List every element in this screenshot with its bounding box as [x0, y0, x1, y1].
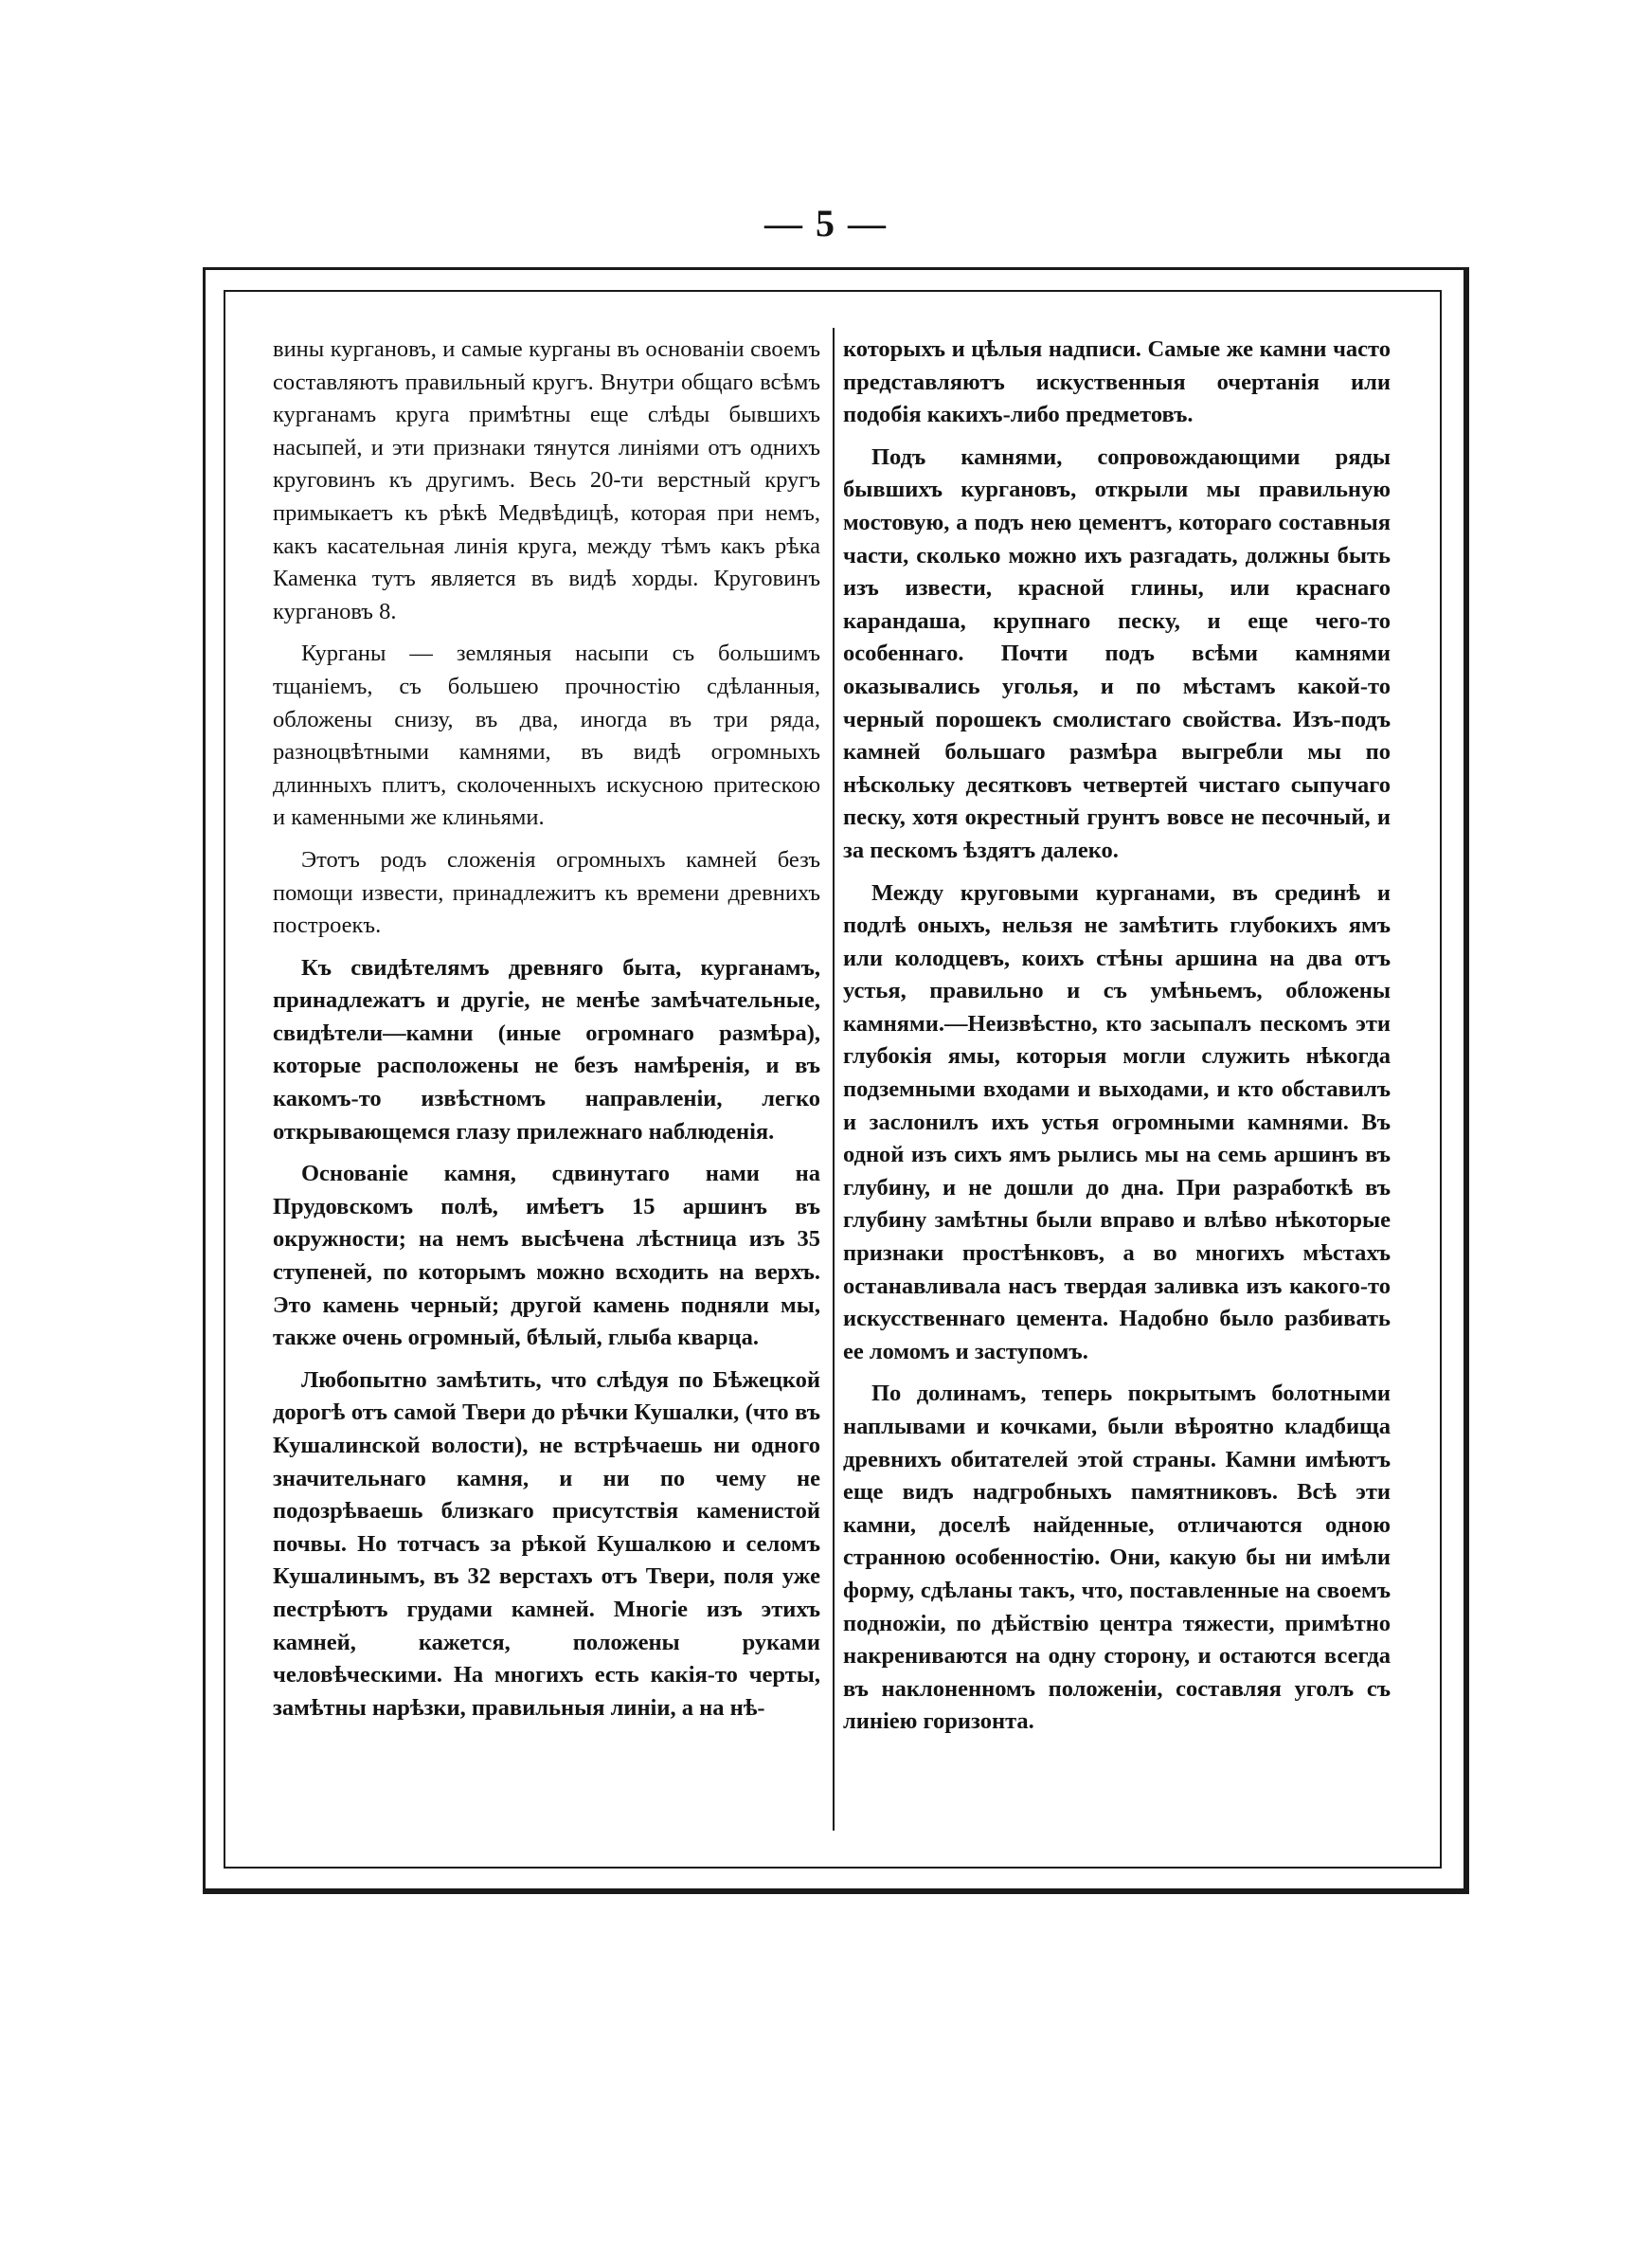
paragraph: Подъ камнями, сопровождающими ряды бывшихъ кургановъ, открыли мы правильную мостовую, а подъ нею цементъ, котораго составныя части, сколько можно ихъ разгадать, должны быть изъ извести, красной глины, или краснаго карандаша, крупнаго песку, и еще чего-то особеннаго. Почти подъ всѣми камнями оказывались уголья, и по мѣстамъ какой-то черный порошекъ смолистаго свойства. Изъ-подъ камней большаго размѣра выгребли мы по нѣскольку десятковъ четвертей чистаго сыпучаго песку, хотя окрестный грунтъ вовсе не песочный, и за пескомъ ѣздятъ далеко. — [843, 443, 1391, 863]
paragraph: вины кургановъ, и самые курганы въ основаніи своемъ составляютъ правильный кругъ. Внутри общаго всѣмъ курганамъ круга примѣтны еще слѣды бывшихъ насыпей, и эти признаки тянутся линіями отъ однихъ круговинъ къ другимъ. Весь 20-ти верстный кругъ примыкаетъ къ рѣкѣ Медвѣдицѣ, которая при немъ, какъ касательная линія круга, между тѣмъ какъ рѣка Каменка тутъ является въ видѣ хорды. Круговинъ кургановъ 8. — [273, 336, 820, 624]
paragraph: Этотъ родъ сложенія огромныхъ камней безъ помощи извести, принадлежитъ къ времени древнихъ построекъ. — [273, 846, 820, 939]
paragraph: Курганы — земляныя насыпи съ большимъ тщаніемъ, съ большею прочностію сдѣланныя, обложены снизу, въ два, иногда въ три ряда, разноцвѣтными камнями, въ видѣ огромныхъ длинныхъ плитъ, сколоченныхъ искусною притескою и каменными же клиньями. — [273, 641, 820, 831]
left-column — [273, 334, 820, 1734]
page-number: — 5 — — [764, 202, 888, 244]
right-column — [843, 334, 1391, 1748]
paragraph: которыхъ и цѣлыя надписи. Самые же камни часто представляютъ искуственныя очертанія или подобія какихъ-либо предметовъ. — [843, 336, 1391, 428]
paragraph: Между круговыми курганами, въ срединѣ и подлѣ оныхъ, нельзя не замѣтить глубокихъ ямъ или колодцевъ, коихъ стѣны аршина на два отъ устья, правильно и съ умѣньемъ, обложены камнями.—Неизвѣстно, кто засыпалъ пескомъ эти глубокія ямы, которыя могли служить нѣкогда подземными входами и выходами, и кто обставилъ и заслонилъ ихъ устья огромными камнями. Въ одной изъ сихъ ямъ рылись мы на семь аршинъ въ глубину, и не дошли до дна. При разработкѣ въ глубину замѣтны были вправо и влѣво нѣкоторые признаки простѣнковъ, а во многихъ мѣстахъ останавливала насъ твердая заливка изъ какого-то искусственнаго цемента. Надобно было разбивать ее ломомъ и заступомъ. — [843, 879, 1391, 1364]
paragraph: Основаніе камня, сдвинутаго нами на Прудовскомъ полѣ, имѣетъ 15 аршинъ въ окружности; на немъ высѣчена лѣстница изъ 35 ступеней, по которымъ можно всходить на верхъ. Это камень черный; другой камень подняли мы, также очень огромный, бѣлый, глыба кварца. — [273, 1161, 820, 1351]
paragraph: Къ свидѣтелямъ древняго быта, курганамъ, принадлежатъ и другіе, не менѣе замѣчательные, свидѣтели—камни (иные огромнаго размѣра), которые расположены не безъ намѣренія, и въ какомъ-то извѣстномъ направленіи, легко открывающемся глазу прилежнаго наблюденія. — [273, 954, 820, 1145]
paragraph: По долинамъ, теперь покрытымъ болотными наплывами и кочками, были вѣроятно кладбища древнихъ обитателей этой страны. Камни имѣютъ еще видъ надгробныхъ памятниковъ. Всѣ эти камни, доселѣ найденные, отличаются одною странною особенностію. Они, какую бы ни имѣли форму, сдѣланы такъ, что, поставленные на своемъ подножіи, по дѣйствію центра тяжести, примѣтно накрениваются на одну сторону, и остаются всегда въ наклоненномъ положеніи, составляя уголъ съ линіею горизонта. — [843, 1381, 1391, 1735]
column-divider — [833, 328, 835, 1831]
paragraph: Любопытно замѣтить, что слѣдуя по Бѣжецкой дорогѣ отъ самой Твери до рѣчки Кушалки, (что въ Кушалинской волости), не встрѣчаешь ни одного значительнаго камня, и ни по чему не подозрѣваешь близкаго присутствія каменистой почвы. Но тотчасъ за рѣкой Кушалкою и селомъ Кушалинымъ, въ 32 верстахъ отъ Твери, поля уже пестрѣютъ грудами камней. Многіе изъ этихъ камней, кажется, положены руками человѣческими. На многихъ есть какія-то черты, замѣтны нарѣзки, правильныя линіи, а на нѣ- — [273, 1366, 820, 1721]
